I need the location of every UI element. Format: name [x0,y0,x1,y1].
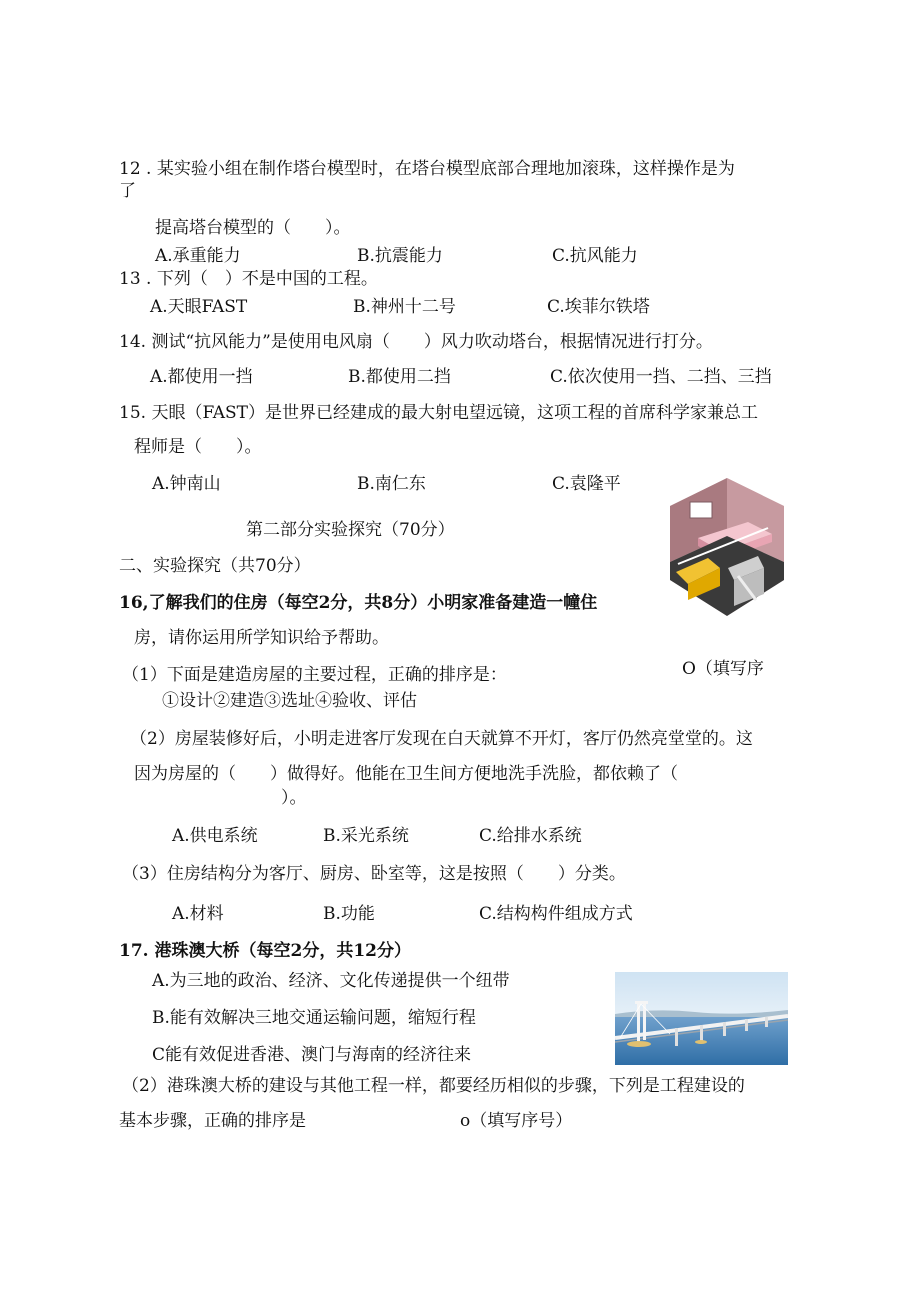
q17-part2-fill: o（填写序号） [460,1111,573,1131]
q17-option-b[interactable]: B.能有效解决三地交通运输问题，缩短行程 [152,1008,476,1028]
q12-stem-line1: 12 . 某实验小组在制作塔台模型时，在塔台模型底部合理地加滚珠，这样操作是为 [119,159,735,179]
bridge-photo [615,972,788,1065]
q14-option-c[interactable]: C.依次使用一挡、二挡、三挡 [550,367,772,387]
q16-part2-option-b[interactable]: B.采光系统 [323,826,409,846]
q15-option-a[interactable]: A.钟南山 [152,474,221,494]
q12-stem-line1b: 了 [119,181,136,201]
q16-part1: （1）下面是建造房屋的主要过程，正确的排序是： [122,665,507,685]
q17-title: 17. 港珠澳大桥（每空2分，共12分） [119,941,411,961]
q17-option-a[interactable]: A.为三地的政治、经济、文化传递提供一个纽带 [152,971,510,991]
q16-part2-line3: ）。 [281,788,307,808]
q14-option-a[interactable]: A.都使用一挡 [150,367,253,387]
q14-stem: 14. 测试“抗风能力”是使用电风扇（ ）风力吹动塔台，根据情况进行打分。 [119,332,713,352]
q16-part1-steps: ①设计②建造③选址④验收、评估 [162,691,417,711]
q16-stem-line1: 16,了解我们的住房（每空2分，共8分）小明家准备建造一幢住 [119,593,598,613]
q17-option-c[interactable]: C能有效促进香港、澳门与海南的经济往来 [152,1045,472,1065]
q17-part2-line2: 基本步骤，正确的排序是 [119,1111,306,1131]
q16-stem-line2: 房，请你运用所学知识给予帮助。 [134,628,389,648]
house-illustration [668,476,786,618]
q13-option-c[interactable]: C.埃菲尔铁塔 [547,297,650,317]
q12-option-b[interactable]: B.抗震能力 [357,246,443,266]
q16-part2-option-a[interactable]: A.供电系统 [172,826,258,846]
q15-stem-line2: 程师是（ ）。 [134,437,262,457]
q12-option-c[interactable]: C.抗风能力 [552,246,638,266]
q13-stem: 13 . 下列（ ）不是中国的工程。 [119,269,378,289]
part2-title: 第二部分实验探究（70分） [246,520,455,540]
q16-part2-line1: （2）房屋装修好后，小明走进客厅发现在白天就算不开灯，客厅仍然亮堂堂的。这 [130,729,753,749]
q12-stem-line2: 提高塔台模型的（ ）。 [155,218,351,238]
q14-option-b[interactable]: B.都使用二挡 [348,367,451,387]
q12-option-a[interactable]: A.承重能力 [155,246,241,266]
q16-part1-fill: O（填写序 [682,659,764,679]
q16-part3-option-a[interactable]: A.材料 [172,904,224,924]
q16-part3-option-c[interactable]: C.结构构件组成方式 [479,904,633,924]
q16-part2-line2: 因为房屋的（ ）做得好。他能在卫生间方便地洗手洗脸，都依赖了（ [134,764,678,784]
q16-part3-option-b[interactable]: B.功能 [323,904,375,924]
q15-stem-line1: 15. 天眼（FAST）是世界已经建成的最大射电望远镜，这项工程的首席科学家兼总工 [119,403,759,423]
q15-option-c[interactable]: C.袁隆平 [552,474,621,494]
q13-option-a[interactable]: A.天眼FAST [150,297,248,317]
q15-option-b[interactable]: B.南仁东 [357,474,426,494]
section-heading: 二、实验探究（共70分） [119,556,311,576]
q17-part2-line1: （2）港珠澳大桥的建设与其他工程一样，都要经历相似的步骤，下列是工程建设的 [122,1076,745,1096]
q16-part3: （3）住房结构分为客厅、厨房、卧室等，这是按照（ ）分类。 [122,864,626,884]
q13-option-b[interactable]: B.神州十二号 [353,297,456,317]
q16-part2-option-c[interactable]: C.给排水系统 [479,826,582,846]
